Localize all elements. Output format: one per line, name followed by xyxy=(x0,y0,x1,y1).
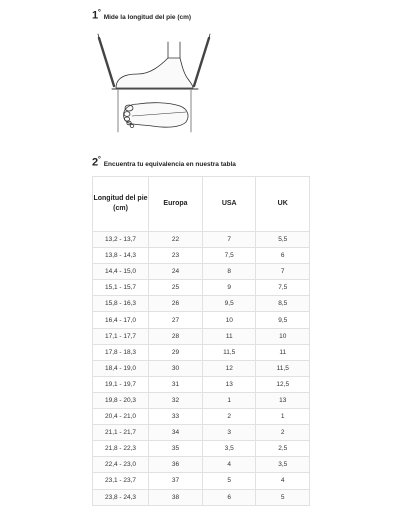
cell-uk: 11 xyxy=(256,344,310,360)
cell-foot-length: 22,4 - 23,0 xyxy=(93,457,149,473)
cell-europe: 27 xyxy=(149,312,203,328)
cell-europe: 36 xyxy=(149,457,203,473)
cell-usa: 9 xyxy=(202,280,256,296)
cell-foot-length: 14,4 - 15,0 xyxy=(93,264,149,280)
table-row xyxy=(93,360,310,376)
header-uk: UK xyxy=(256,177,310,232)
table-row xyxy=(93,248,310,264)
cell-europe: 38 xyxy=(149,489,203,505)
cell-foot-length: 18,4 - 19,0 xyxy=(93,360,149,376)
cell-europe: 35 xyxy=(149,441,203,457)
cell-usa: 5 xyxy=(202,473,256,489)
cell-europe: 31 xyxy=(149,376,203,392)
cell-uk: 7,5 xyxy=(256,280,310,296)
step-2-text: Encuentra tu equivalencia en nuestra tabla xyxy=(103,160,236,168)
cell-usa: 4 xyxy=(202,457,256,473)
cell-europe: 34 xyxy=(149,425,203,441)
cell-usa: 3,5 xyxy=(202,441,256,457)
cell-foot-length: 17,8 - 18,3 xyxy=(93,344,149,360)
cell-europe: 28 xyxy=(149,328,203,344)
cell-foot-length: 23,1 - 23,7 xyxy=(93,473,149,489)
table-row xyxy=(93,344,310,360)
table-row xyxy=(93,409,310,425)
cell-uk: 3,5 xyxy=(256,457,310,473)
cell-uk: 5,5 xyxy=(256,232,310,248)
cell-usa: 7 xyxy=(202,232,256,248)
cell-foot-length: 23,8 - 24,3 xyxy=(93,489,149,505)
table-row xyxy=(93,264,310,280)
table-row xyxy=(93,489,310,505)
cell-foot-length: 19,1 - 19,7 xyxy=(93,376,149,392)
cell-europe: 25 xyxy=(149,280,203,296)
cell-usa: 8 xyxy=(202,264,256,280)
table-row xyxy=(93,473,310,489)
cell-europe: 33 xyxy=(149,409,203,425)
cell-uk: 9,5 xyxy=(256,312,310,328)
cell-uk: 7 xyxy=(256,264,310,280)
table-row xyxy=(93,425,310,441)
cell-uk: 4 xyxy=(256,473,310,489)
cell-usa: 6 xyxy=(202,489,256,505)
cell-uk: 5 xyxy=(256,489,310,505)
cell-europe: 32 xyxy=(149,392,203,408)
cell-uk: 8,5 xyxy=(256,296,310,312)
step-1-heading xyxy=(92,9,191,22)
table-row xyxy=(93,312,310,328)
cell-usa: 10 xyxy=(202,312,256,328)
cell-europe: 23 xyxy=(149,248,203,264)
table-body xyxy=(93,232,310,506)
cell-foot-length: 16,4 - 17,0 xyxy=(93,312,149,328)
cell-europe: 26 xyxy=(149,296,203,312)
cell-uk: 13 xyxy=(256,392,310,408)
cell-uk: 10 xyxy=(256,328,310,344)
table-row xyxy=(93,280,310,296)
cell-europe: 29 xyxy=(149,344,203,360)
cell-uk: 6 xyxy=(256,248,310,264)
table-header-row xyxy=(93,177,310,232)
cell-foot-length: 21,8 - 22,3 xyxy=(93,441,149,457)
cell-foot-length: 15,1 - 15,7 xyxy=(93,280,149,296)
table-row xyxy=(93,328,310,344)
table-row xyxy=(93,376,310,392)
table-row xyxy=(93,392,310,408)
table-row xyxy=(93,457,310,473)
cell-usa: 12 xyxy=(202,360,256,376)
size-conversion-table xyxy=(92,176,310,506)
step-2-number: $2^º$ xyxy=(92,156,101,169)
header-usa: USA xyxy=(202,177,256,232)
table-row xyxy=(93,232,310,248)
cell-europe: 37 xyxy=(149,473,203,489)
table-row xyxy=(93,296,310,312)
cell-uk: 2,5 xyxy=(256,441,310,457)
step-2-heading xyxy=(92,156,236,169)
cell-usa: 11 xyxy=(202,328,256,344)
table-row xyxy=(93,441,310,457)
cell-foot-length: 21,1 - 21,7 xyxy=(93,425,149,441)
cell-foot-length: 17,1 - 17,7 xyxy=(93,328,149,344)
cell-uk: 12,5 xyxy=(256,376,310,392)
header-europe: Europa xyxy=(149,177,203,232)
cell-foot-length: 20,4 - 21,0 xyxy=(93,409,149,425)
cell-foot-length: 15,8 - 16,3 xyxy=(93,296,149,312)
header-foot-length: Longitud del pie (cm) xyxy=(93,177,149,232)
cell-foot-length: 19,8 - 20,3 xyxy=(93,392,149,408)
cell-foot-length: 13,8 - 14,3 xyxy=(93,248,149,264)
cell-uk: 1 xyxy=(256,409,310,425)
cell-usa: 11,5 xyxy=(202,344,256,360)
cell-usa: 1 xyxy=(202,392,256,408)
cell-uk: 2 xyxy=(256,425,310,441)
cell-usa: 3 xyxy=(202,425,256,441)
cell-europe: 30 xyxy=(149,360,203,376)
cell-europe: 22 xyxy=(149,232,203,248)
cell-usa: 13 xyxy=(202,376,256,392)
cell-uk: 11,5 xyxy=(256,360,310,376)
cell-usa: 9,5 xyxy=(202,296,256,312)
cell-usa: 7,5 xyxy=(202,248,256,264)
cell-usa: 2 xyxy=(202,409,256,425)
foot-measuring-icon xyxy=(94,32,214,150)
cell-foot-length: 13,2 - 13,7 xyxy=(93,232,149,248)
step-1-text: Mide la longitud del pie (cm) xyxy=(103,13,192,21)
step-1-number: $1^º$ xyxy=(92,9,101,22)
cell-europe: 24 xyxy=(149,264,203,280)
